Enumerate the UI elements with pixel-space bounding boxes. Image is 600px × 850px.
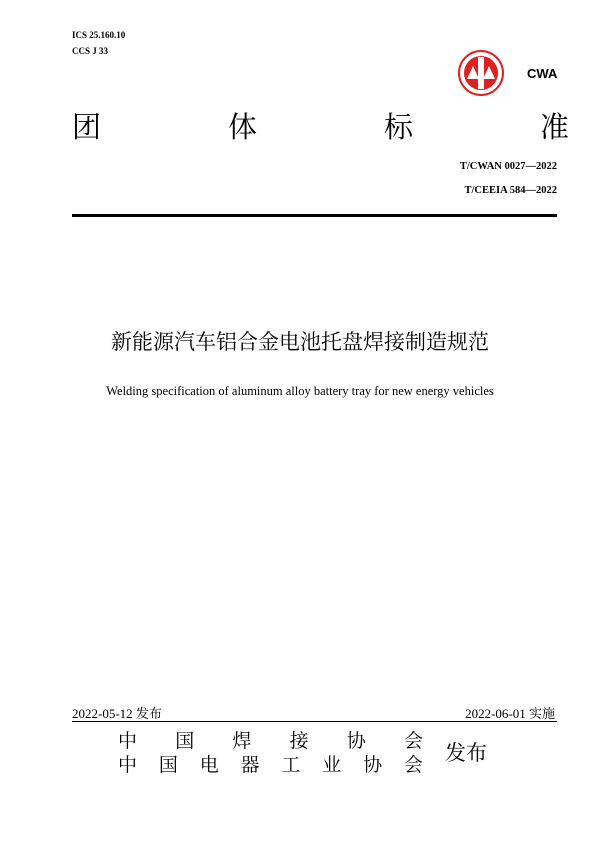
publisher-char: 接 — [289, 730, 309, 752]
document-type-heading — [72, 105, 569, 146]
doc-type-char: 准 — [539, 110, 569, 144]
publisher-char: 中 — [118, 754, 138, 776]
publisher-char: 电 — [199, 754, 219, 776]
publish-label: 发布 — [445, 741, 487, 765]
cwa-logo-icon — [457, 49, 505, 97]
publisher-cwa — [118, 726, 423, 753]
publisher-char: 业 — [322, 754, 342, 776]
publisher-ceeia — [118, 750, 423, 777]
implementation-date: 2022-06-01 实施 — [465, 706, 555, 721]
standard-code-cwan: T/CWAN 0027—2022 — [459, 161, 557, 172]
title-english: Welding specification of aluminum alloy battery tray for new energy vehicles — [106, 384, 494, 398]
publisher-char: 会 — [403, 754, 423, 776]
title-chinese: 新能源汽车铝合金电池托盘焊接制造规范 — [111, 330, 489, 354]
issue-date: 2022-05-12 发布 — [72, 706, 162, 721]
bottom-divider — [72, 721, 557, 722]
doc-type-char: 体 — [227, 110, 257, 144]
doc-type-char: 团 — [72, 110, 102, 144]
doc-type-char: 标 — [383, 110, 413, 144]
publisher-char: 协 — [346, 730, 366, 752]
ccs-code: CCS J 33 — [72, 46, 109, 56]
publisher-char: 国 — [158, 754, 178, 776]
publisher-char: 工 — [281, 754, 301, 776]
publisher-char: 器 — [240, 754, 260, 776]
publisher-char: 会 — [403, 730, 423, 752]
standard-code-ceeia: T/CEEIA 584—2022 — [464, 185, 557, 196]
logo-text: CWA — [527, 66, 558, 81]
publisher-char: 中 — [118, 730, 138, 752]
ics-code: ICS 25.160.10 — [72, 30, 126, 40]
top-divider — [72, 214, 557, 217]
publisher-char: 国 — [175, 730, 195, 752]
publisher-char: 协 — [363, 754, 383, 776]
publisher-char: 焊 — [232, 730, 252, 752]
